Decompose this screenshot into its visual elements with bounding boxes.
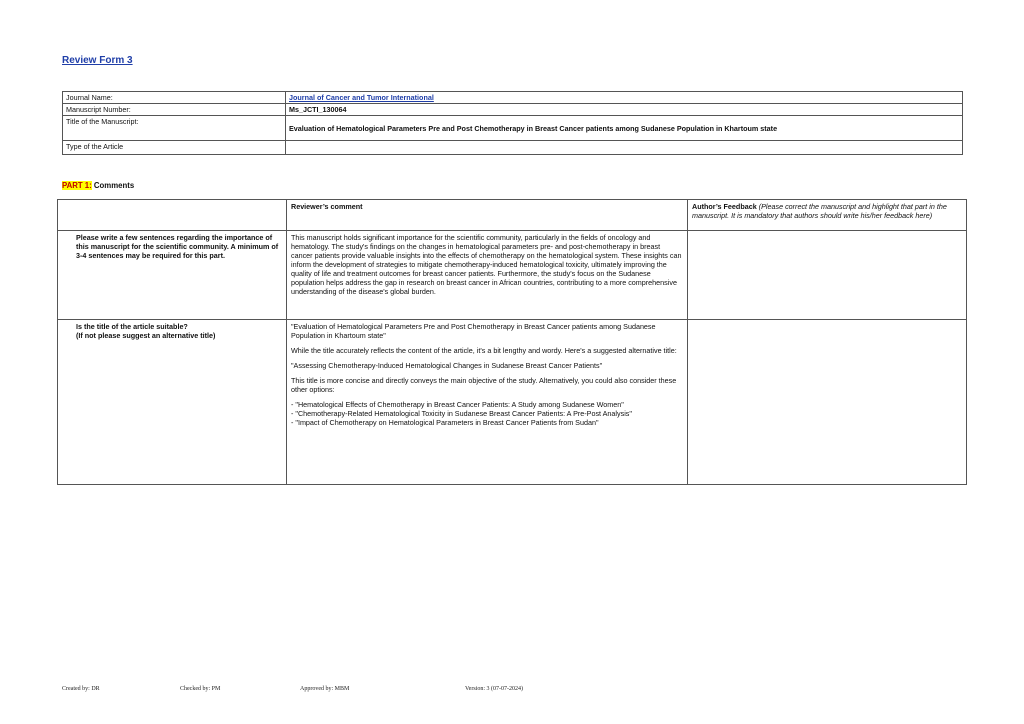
comments-header-row — [58, 200, 967, 231]
footer-approved-by: Approved by: MBM — [300, 686, 350, 692]
manuscript-info-table — [62, 91, 963, 155]
footer-checked-by: Checked by: PM — [180, 686, 221, 692]
title-comment-original: "Evaluation of Hematological Parameters Pre and Post Chemotherapy in Breast Cancer patients among Sudanese Population in Khartoum state" — [291, 322, 656, 340]
title-author-feedback[interactable] — [688, 320, 967, 485]
question-header-cell — [58, 200, 287, 231]
author-feedback-instructions: (Please correct the manuscript and highlight that part in the manuscript. It is mandatory that authors should write his/her feedback here) — [692, 202, 947, 220]
part1-prefix: PART 1: — [62, 181, 92, 190]
comments-table — [57, 199, 967, 485]
importance-author-feedback[interactable] — [688, 231, 967, 320]
manuscript-number-row — [63, 104, 963, 116]
importance-question: Please write a few sentences regarding the importance of this manuscript for the scientific community. A minimum of 3-4 sentences may be required for this part. — [58, 231, 287, 320]
importance-comment: This manuscript holds significant importance for the scientific community, particularly in the fields of oncology and hematology. The study's findings on the changes in hematological parameters pre- and post-chemotherapy in breast cancer patients provide valuable insights into the effects of chemotherapy on the hematological system. These insights can inform the development of strategies to mitigate chemotherapy-induced hematological toxicity, ultimately improving the quality of life and treatment outcomes for breast cancer patients. Furthermore, the study's focus on the Sudanese population helps address the gap in research on breast cancer in African countries, contributing to a more comprehensive understanding of the disease's global burden. — [287, 231, 688, 320]
title-option-1: - "Hematological Effects of Chemotherapy in Breast Cancer Patients: A Study among Sudanese Women" — [291, 400, 624, 409]
journal-value-cell — [286, 92, 963, 104]
form-title: Review Form 3 — [62, 55, 133, 66]
title-question-line1: Is the title of the article suitable? — [76, 322, 188, 331]
reviewer-comment-header: Reviewer’s comment — [287, 200, 688, 231]
part1-heading — [62, 181, 134, 190]
article-type-label: Type of the Article — [63, 141, 286, 155]
title-question — [58, 320, 287, 485]
author-feedback-header — [688, 200, 967, 231]
manuscript-title-value: Evaluation of Hematological Parameters Pre and Post Chemotherapy in Breast Cancer patients among Sudanese Population in Khartoum state — [286, 116, 963, 141]
title-comment-rationale: This title is more concise and directly conveys the main objective of the study. Alternatively, you could also consider these other options: — [291, 376, 677, 394]
manuscript-number-label: Manuscript Number: — [63, 104, 286, 116]
manuscript-title-row — [63, 116, 963, 141]
part1-label: Comments — [91, 181, 135, 190]
manuscript-title-label: Title of the Manuscript: — [63, 116, 286, 141]
journal-label: Journal Name: — [63, 92, 286, 104]
title-comment-suggestion: "Assessing Chemotherapy-Induced Hematological Changes in Sudanese Breast Cancer Patients" — [291, 361, 603, 370]
article-type-value — [286, 141, 963, 155]
journal-link[interactable]: Journal of Cancer and Tumor International — [289, 93, 434, 102]
manuscript-number-value: Ms_JCTI_130064 — [286, 104, 963, 116]
journal-row — [63, 92, 963, 104]
part1-highlight — [62, 181, 92, 190]
title-comment — [287, 320, 688, 485]
footer-version: Version: 3 (07-07-2024) — [465, 686, 523, 692]
title-option-3: - "Impact of Chemotherapy on Hematological Parameters in Breast Cancer Patients from Sudan" — [291, 418, 599, 427]
title-suitability-row — [58, 320, 967, 485]
importance-row — [58, 231, 967, 320]
footer-created-by: Created by: DR — [62, 686, 100, 692]
article-type-row — [63, 141, 963, 155]
title-option-2: - "Chemotherapy-Related Hematological Toxicity in Sudanese Breast Cancer Patients: A Pre-Post Analysis" — [291, 409, 632, 418]
author-feedback-title: Author’s Feedback — [692, 202, 757, 211]
title-comment-assessment: While the title accurately reflects the content of the article, it's a bit lengthy and wordy. Here's a suggested alternative title: — [291, 346, 677, 355]
title-question-line2: (If not please suggest an alternative title) — [76, 331, 216, 340]
